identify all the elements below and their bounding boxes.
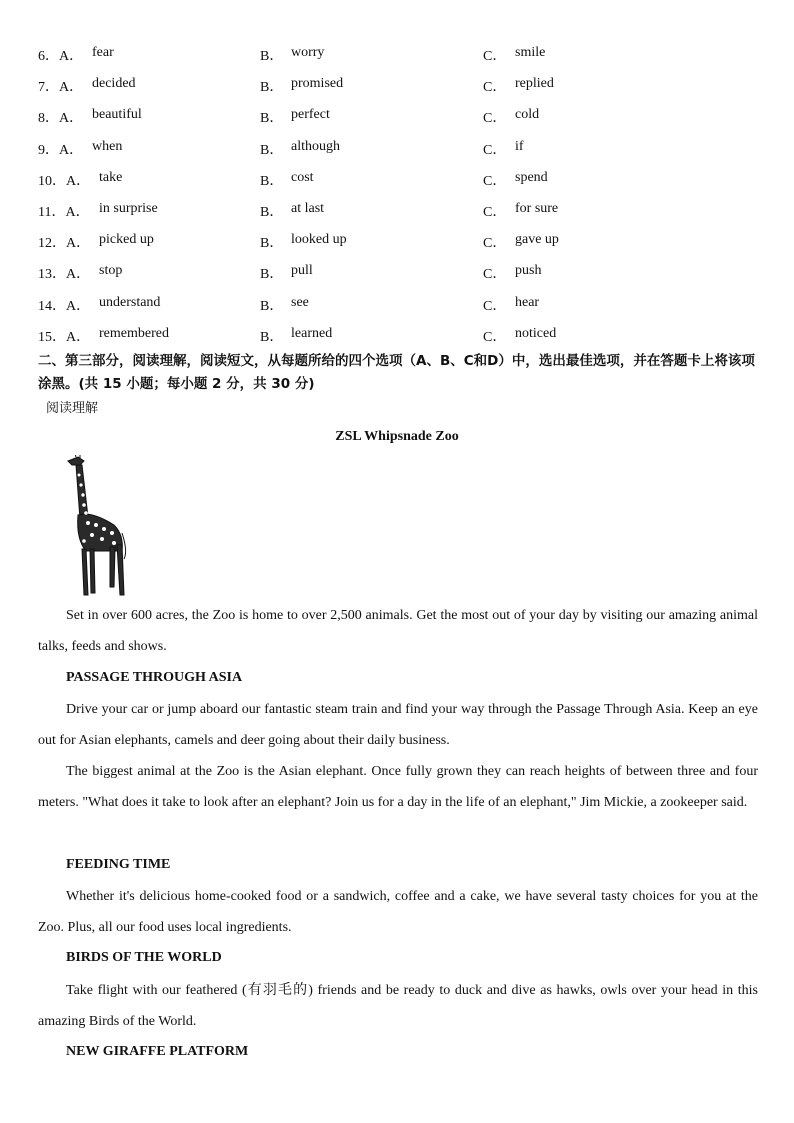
option-a: in surprise bbox=[99, 200, 158, 216]
option-b: although bbox=[291, 138, 340, 154]
question-row bbox=[0, 163, 794, 194]
option-c: push bbox=[515, 263, 542, 279]
heading-birds: BIRDS OF THE WORLD bbox=[66, 950, 222, 965]
option-a: picked up bbox=[99, 232, 154, 248]
heading-passage-through-asia: PASSAGE THROUGH ASIA bbox=[66, 670, 243, 685]
option-b-label: B． bbox=[260, 173, 284, 189]
option-c-label: C． bbox=[483, 329, 507, 345]
option-a: remembered bbox=[99, 325, 169, 341]
question-row bbox=[0, 319, 794, 350]
option-b-label: B． bbox=[260, 298, 284, 314]
option-b-label: B． bbox=[260, 111, 284, 127]
question-number: 6．A． bbox=[38, 49, 84, 64]
option-c: smile bbox=[515, 45, 546, 60]
question-number: 13．A． bbox=[38, 267, 91, 283]
option-b-label: B． bbox=[260, 204, 284, 220]
option-c-label: C． bbox=[483, 49, 507, 64]
passage-title: ZSL Whipsnade Zoo bbox=[335, 429, 459, 444]
option-c-label: C． bbox=[483, 80, 507, 96]
option-b: perfect bbox=[291, 107, 330, 123]
question-number: 10．A． bbox=[38, 173, 91, 189]
question-row bbox=[0, 194, 794, 225]
option-b: pull bbox=[291, 263, 313, 279]
option-b-label: B． bbox=[260, 142, 284, 158]
section-title: 二、第三部分，阅读理解，阅读短文，从每题所给的四个选项（A、B、C和D）中，选出最佳选项，并在答题卡上将该项涂黑。(共 15 小题；每小题 2 分，共 30 分) bbox=[38, 353, 755, 392]
option-a: when bbox=[92, 138, 123, 154]
question-number: 11．A． bbox=[38, 204, 90, 220]
option-b: looked up bbox=[291, 232, 347, 248]
option-b: learned bbox=[291, 325, 333, 341]
question-row bbox=[0, 69, 794, 100]
option-c: for sure bbox=[515, 200, 559, 216]
option-c-label: C． bbox=[483, 236, 507, 252]
option-b-label: B． bbox=[260, 267, 284, 283]
option-b: at last bbox=[291, 200, 325, 216]
option-b: see bbox=[291, 294, 309, 310]
option-c: gave up bbox=[515, 232, 559, 248]
question-number: 14．A． bbox=[38, 298, 91, 314]
option-c: cold bbox=[515, 107, 540, 123]
sub-label: 阅读理解 bbox=[46, 401, 99, 416]
question-row bbox=[0, 225, 794, 256]
paragraph-birds: Take flight with our feathered (有羽毛的) friends and be ready to duck and dive as hawks, owls over your head in this amazing Birds of the World. bbox=[38, 983, 758, 1030]
question-number: 9．A． bbox=[38, 142, 84, 158]
option-b-label: B． bbox=[260, 80, 284, 96]
question-number: 15．A． bbox=[38, 329, 91, 345]
option-b: worry bbox=[291, 45, 325, 60]
question-row bbox=[0, 38, 794, 69]
question-row bbox=[0, 256, 794, 287]
paragraph-asia-1: Drive your car or jump aboard our fantastic steam train and find your way through the Passage Through Asia. Keep an eye out for Asian elephants, camels and deer going about their daily business. bbox=[38, 702, 758, 749]
paragraph-feeding: Whether it's delicious home-cooked food or a sandwich, coffee and a cake, we have several tasty choices for you at the Zoo. Plus, all our food uses local ingredients. bbox=[38, 889, 758, 936]
intro-paragraph: Set in over 600 acres, the Zoo is home to over 2,500 animals. Get the most out of your day by visiting our amazing animal talks, feeds and shows. bbox=[38, 608, 758, 655]
option-b-label: B． bbox=[260, 236, 284, 252]
option-a: stop bbox=[99, 263, 123, 279]
question-number: 8．A． bbox=[38, 111, 84, 127]
option-b: promised bbox=[291, 76, 344, 92]
paragraph-asia-2: The biggest animal at the Zoo is the Asian elephant. Once fully grown they can reach heights of between three and four meters. "What does it take to look after an elephant? Join us for a day in the life of an elephant," Jim Mickie, a zookeeper said. bbox=[38, 764, 758, 811]
question-number: 7．A． bbox=[38, 80, 84, 96]
question-number: 12．A． bbox=[38, 236, 91, 252]
heading-giraffe-platform: NEW GIRAFFE PLATFORM bbox=[66, 1044, 249, 1059]
option-c: noticed bbox=[515, 325, 557, 341]
option-b: cost bbox=[291, 169, 314, 185]
option-b-label: B． bbox=[260, 49, 284, 64]
option-a: take bbox=[99, 169, 123, 185]
option-c-label: C． bbox=[483, 111, 507, 127]
option-c-label: C． bbox=[483, 204, 507, 220]
option-c-label: C． bbox=[483, 173, 507, 189]
option-c-label: C． bbox=[483, 142, 507, 158]
option-b-label: B． bbox=[260, 329, 284, 345]
giraffe-icon bbox=[62, 455, 132, 600]
option-c: hear bbox=[515, 294, 540, 310]
option-c-label: C． bbox=[483, 298, 507, 314]
option-c-label: C． bbox=[483, 267, 507, 283]
option-a: decided bbox=[92, 76, 136, 92]
question-row bbox=[0, 132, 794, 163]
option-a: beautiful bbox=[92, 107, 142, 123]
option-c: replied bbox=[515, 76, 554, 92]
option-a: fear bbox=[92, 45, 114, 60]
option-a: understand bbox=[99, 294, 161, 310]
question-row bbox=[0, 288, 794, 319]
answer-options-list bbox=[0, 38, 794, 350]
option-c: spend bbox=[515, 169, 548, 185]
option-c: if bbox=[515, 138, 524, 154]
question-row bbox=[0, 100, 794, 131]
heading-feeding-time: FEEDING TIME bbox=[66, 857, 171, 872]
